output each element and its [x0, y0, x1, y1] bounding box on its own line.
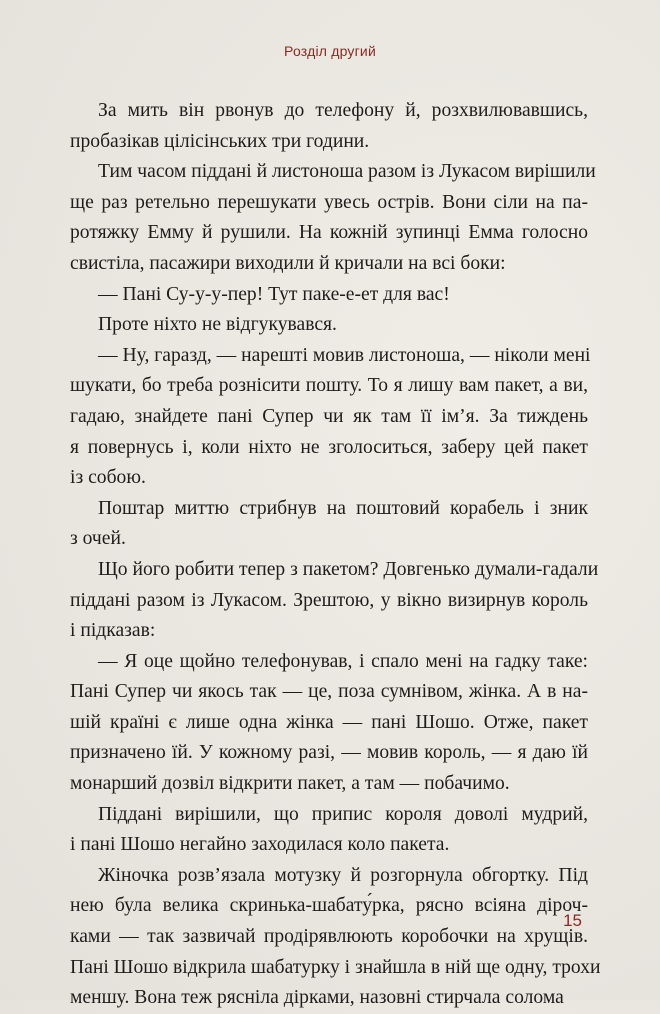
text-line: гадаю, знайдете пані Супер чи як там її ім’я. За тиждень — [70, 405, 588, 427]
paragraph — [70, 96, 588, 157]
paragraph — [70, 280, 588, 311]
text-line: шукати, бо треба рознісити пошту. То я лишу вам пакет, а ви, — [70, 375, 588, 397]
text-line: із собою. — [70, 467, 146, 489]
text-line: Проте ніхто не відгукувався. — [98, 314, 337, 336]
paragraph — [70, 861, 601, 1014]
text-line: свистіла, пасажири виходили й кричали на всі боки: — [70, 252, 506, 274]
text-line: призначено їй. У кожному разі, — мовив король, — я даю їй — [70, 742, 588, 764]
text-line: ками — так зазвичай продірявлюють коробочки на хрущів. — [70, 926, 588, 948]
paragraph — [70, 494, 588, 555]
paragraph — [70, 341, 591, 494]
text-line: Тим часом піддані й листоноша разом із Лукасом вирішили — [98, 161, 596, 183]
text-line: — Ну, гаразд, — нарешті мовив листоноша, — ніколи мені — [98, 344, 591, 366]
text-line: і пані Шошо негайно заходилася коло пакета. — [70, 834, 450, 856]
text-line: — Пані Су-у-у-пер! Тут паке-е-ет для вас! — [98, 283, 450, 305]
text-line: з очей. — [70, 528, 126, 550]
text-line: — Я оце щойно телефонував, і спало мені на гадку таке: — [98, 650, 588, 672]
text-line: Пані Шошо відкрила шабатурку і знайшла в ній ще одну, трохи — [70, 956, 601, 978]
paragraph — [70, 310, 588, 341]
text-line: піддані разом із Лукасом. Зрештою, у вікно визирнув король — [70, 589, 588, 611]
text-line: меншу. Вона теж ряснiла дірками, назовні стирчала солома — [70, 987, 564, 1009]
text-line: нею була велика скринька-шабату́рка, рясно всіяна діроч- — [70, 895, 588, 917]
page-number: 15 — [563, 911, 582, 930]
body-text — [70, 96, 601, 1014]
paragraph — [70, 800, 588, 861]
text-line: монарший дозвіл відкрити пакет, а там — побачимо. — [70, 773, 510, 795]
text-line: Піддані вирішили, що припис короля доволі мудрий, — [98, 803, 588, 825]
text-line: я повернусь і, коли ніхто не зголоситься, заберу цей пакет — [70, 436, 588, 458]
text-line: За мить він рвонув до телефону й, розхвилювавшись, — [98, 100, 588, 121]
text-line: і підказав: — [70, 620, 156, 642]
paragraph — [70, 647, 588, 800]
text-line: ротяжку Емму й рушили. На кожній зупинці Емма голосно — [70, 222, 588, 244]
text-line: Пані Супер чи якось так — це, поза сумнівом, жінка. А в на- — [70, 681, 588, 703]
paragraph — [70, 555, 599, 647]
text-line: шій країні є лише одна жінка — пані Шошо. Отже, пакет — [70, 711, 588, 733]
text-line: пробазікав цілісінських три години. — [70, 130, 370, 152]
text-line: Жіночка розв’язала мотузку й розгорнула обгортку. Під — [98, 864, 588, 886]
paragraph — [70, 157, 596, 279]
text-line: ще раз ретельно перешукати увесь острів. Вони сіли на па- — [70, 191, 588, 213]
running-header-chapter-title: Розділ другий — [284, 43, 376, 59]
text-line: Що його робити тепер з пакетом? Довгенько думали-гадали — [98, 558, 599, 580]
text-line: Поштар миттю стрибнув на поштовий корабель і зник — [98, 497, 588, 519]
